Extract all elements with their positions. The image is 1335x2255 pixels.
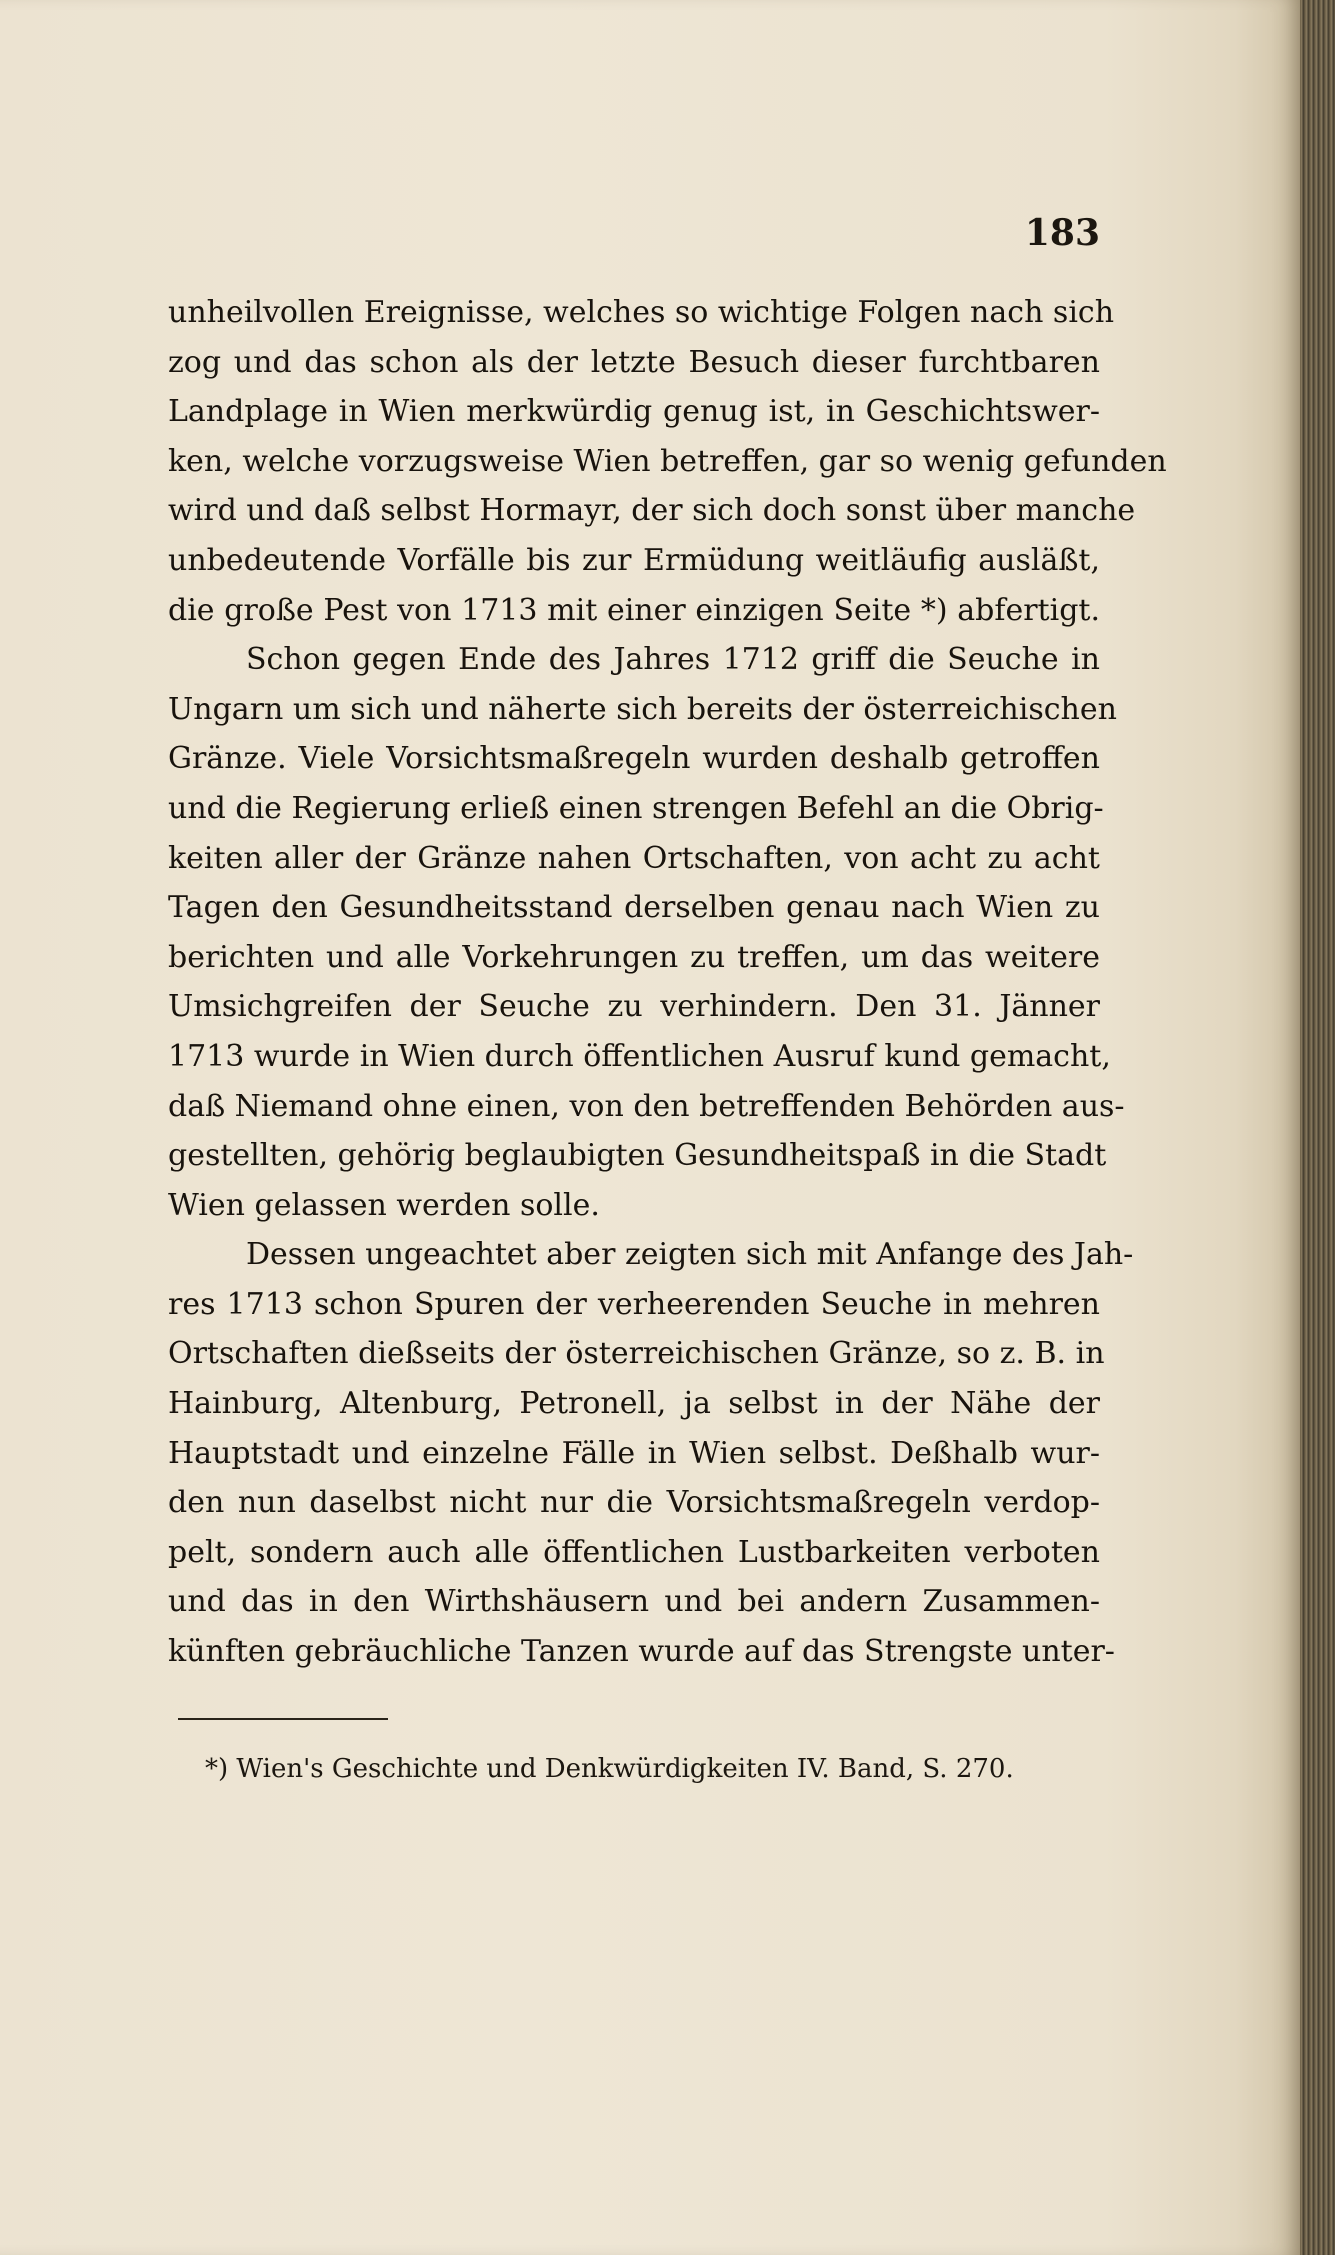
text-line: berichten und alle Vorkehrungen zu treffen, um das weitere — [168, 939, 1100, 975]
text-line: pelt, sondern auch alle öffentlichen Lustbarkeiten verboten — [168, 1534, 1100, 1570]
text-line: Hauptstadt und einzelne Fälle in Wien selbst. Deßhalb wur- — [168, 1435, 1100, 1471]
text-line: den nun daselbst nicht nur die Vorsichtsmaßregeln verdop- — [168, 1485, 1100, 1521]
text-line: Gränze. Viele Vorsichtsmaßregeln wurden deshalb getroffen — [168, 741, 1100, 777]
text-line: 1713 wurde in Wien durch öffentlichen Ausruf kund gemacht, — [168, 1038, 1111, 1074]
paragraph-1 — [168, 288, 1167, 635]
text-line: künften gebräuchliche Tanzen wurde auf das Strengste unter- — [168, 1634, 1115, 1670]
footnote-divider — [178, 1718, 388, 1720]
text-line: Hainburg, Altenburg, Petronell, ja selbst in der Nähe der — [168, 1386, 1100, 1422]
text-line: Ungarn um sich und näherte sich bereits der österreichischen — [168, 691, 1117, 727]
text-line: Landplage in Wien merkwürdig genug ist, in Geschichtswer- — [168, 394, 1100, 430]
text-line: die große Pest von 1713 mit einer einzigen Seite *) abfertigt. — [168, 592, 1100, 628]
text-line: gestellten, gehörig beglaubigten Gesundheitspaß in die Stadt — [168, 1138, 1107, 1174]
text-line: unbedeutende Vorfälle bis zur Ermüdung weitläufig ausläßt, — [168, 542, 1100, 578]
text-line: Umsichgreifen der Seuche zu verhindern. Den 31. Jänner — [168, 989, 1100, 1025]
text-line: unheilvollen Ereignisse, welches so wichtige Folgen nach sich — [168, 295, 1115, 330]
text-line: zog und das schon als der letzte Besuch dieser furchtbaren — [168, 344, 1100, 380]
text-line: wird und daß selbst Hormayr, der sich doch sonst über manche — [168, 493, 1136, 529]
text-line: und das in den Wirthshäusern und bei andern Zusammen- — [168, 1584, 1100, 1620]
text-line: keiten aller der Gränze nahen Ortschaften, von acht zu acht — [168, 840, 1100, 876]
footnote: *) Wien's Geschichte und Denkwürdigkeiten IV. Band, S. 270. — [205, 1754, 1014, 1784]
text-line: ken, welche vorzugsweise Wien betreffen, gar so wenig gefunden — [168, 443, 1167, 479]
body-text — [168, 288, 1167, 1677]
text-line: Wien gelassen werden solle. — [168, 1187, 600, 1223]
text-line: Dessen ungeachtet aber zeigten sich mit Anfange des Jah- — [246, 1237, 1134, 1273]
text-line: Tagen den Gesundheitsstand derselben genau nach Wien zu — [168, 890, 1100, 926]
paragraph-3 — [168, 1230, 1134, 1676]
text-line: Schon gegen Ende des Jahres 1712 griff die Seuche in — [246, 642, 1100, 678]
text-line: und die Regierung erließ einen strengen Befehl an die Obrig- — [168, 790, 1104, 826]
page-number: 183 — [1024, 212, 1100, 254]
text-line: Ortschaften dießseits der österreichischen Gränze, so z. B. in — [168, 1336, 1105, 1372]
text-line: res 1713 schon Spuren der verheerenden Seuche in mehren — [168, 1286, 1100, 1322]
book-page-edges — [1300, 0, 1335, 2255]
paragraph-2 — [168, 635, 1125, 1230]
text-line: daß Niemand ohne einen, von den betreffenden Behörden aus- — [168, 1088, 1125, 1124]
